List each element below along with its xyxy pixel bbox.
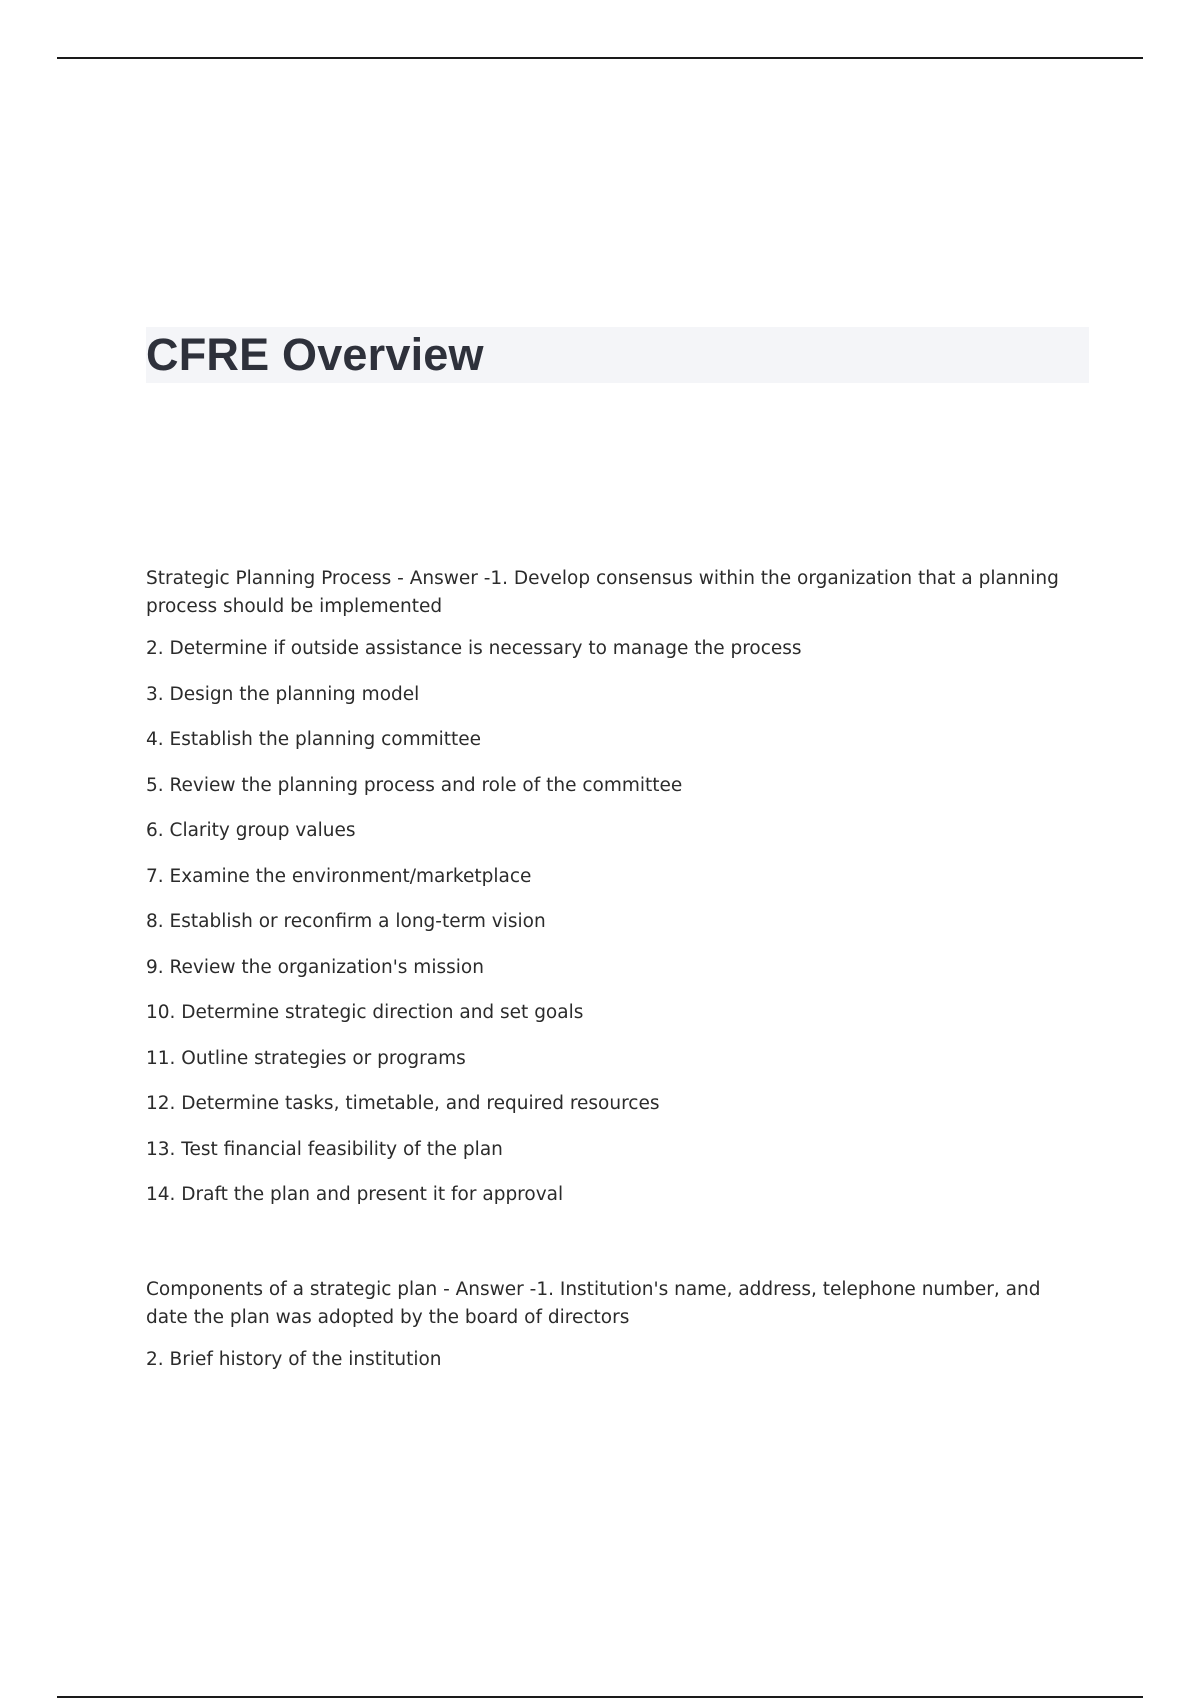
list-item: 2. Determine if outside assistance is necessary to manage the process: [146, 638, 802, 659]
list-item: 12. Determine tasks, timetable, and required resources: [146, 1093, 660, 1114]
list-item: 3. Design the planning model: [146, 683, 420, 705]
list-item: 5. Review the planning process and role of the committee: [146, 774, 683, 796]
section-intro: Components of a strategic plan - Answer -1. Institution's name, address, telephone number, and date the plan was adopted by the board of directors: [146, 1279, 1041, 1328]
page-title: CFRE Overview: [146, 329, 484, 380]
list-item: 13. Test financial feasibility of the plan: [146, 1138, 503, 1160]
list-item: 7. Examine the environment/marketplace: [146, 865, 532, 887]
section-intro: Strategic Planning Process - Answer -1. Develop consensus within the organization that a planning process should be implemented: [146, 568, 1059, 617]
section-components-of-strategic-plan: [146, 1276, 1086, 1392]
list-item: 10. Determine strategic direction and set goals: [146, 1002, 584, 1023]
section-strategic-planning-process: [146, 565, 1086, 1227]
top-rule: [57, 57, 1143, 59]
list-item: 11. Outline strategies or programs: [146, 1047, 466, 1069]
list-item: 14. Draft the plan and present it for approval: [146, 1184, 564, 1205]
list-item: 6. Clarity group values: [146, 820, 356, 841]
list-item: 8. Establish or reconfirm a long-term vision: [146, 911, 546, 932]
list-item: 2. Brief history of the institution: [146, 1349, 442, 1370]
list-item: 4. Establish the planning committee: [146, 729, 482, 750]
list-item: 9. Review the organization's mission: [146, 956, 484, 978]
bottom-rule: [57, 1696, 1143, 1698]
